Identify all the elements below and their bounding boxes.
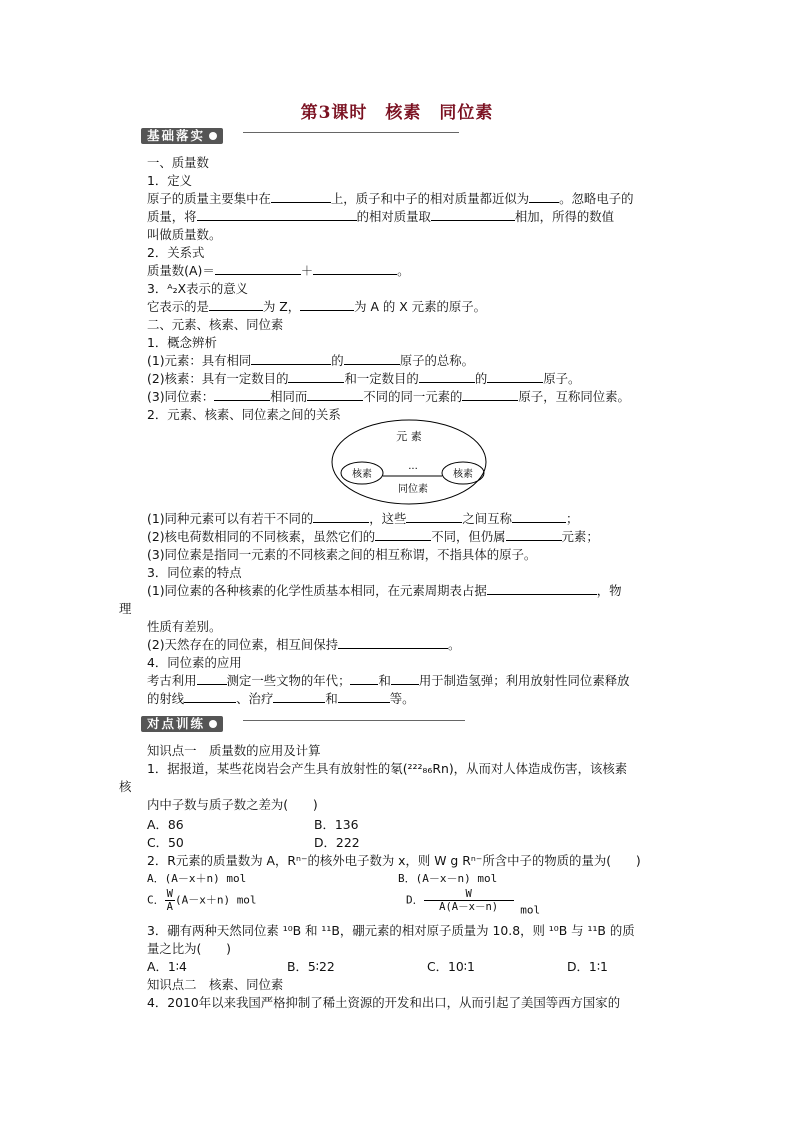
- blank[interactable]: [271, 190, 331, 203]
- option-c[interactable]: C． $\frac{W}{A}(A-x+n)$ mol: [147, 888, 257, 913]
- text-line: 质量，将 的相对质量取 相加，所得的数值: [147, 209, 615, 224]
- relationship-diagram: [330, 418, 488, 506]
- blank[interactable]: [419, 370, 475, 383]
- question-3: 3．硼有两种天然同位素 ¹⁰B 和 ¹¹B，硼元素的相对原子质量为 10.8，则 ¹⁰B 与 ¹¹B 的质: [147, 923, 635, 938]
- blank[interactable]: [209, 298, 263, 311]
- blank[interactable]: [512, 510, 566, 523]
- blank[interactable]: [184, 690, 236, 703]
- blank[interactable]: [313, 262, 397, 275]
- text-line: 的射线 、治疗 和 等。: [147, 691, 415, 706]
- blank[interactable]: [391, 672, 419, 685]
- subheading: 4．同位素的应用: [147, 655, 242, 670]
- bullet-icon: [209, 132, 217, 140]
- subheading: 1．概念辨析: [147, 335, 217, 350]
- question-4: 4．2010年以来我国严格抑制了稀土资源的开发和出口，从而引起了美国等西方国家的: [147, 995, 621, 1010]
- blank[interactable]: [300, 298, 354, 311]
- subheading: 2．元素、核素、同位素之间的关系: [147, 407, 341, 422]
- diagram-nuclide-right: 核素: [453, 469, 473, 480]
- blank[interactable]: [288, 370, 344, 383]
- text-line: (1)同位素的各种核素的化学性质基本相同，在元素周期表占据 ，物: [147, 583, 622, 598]
- text-line: 内中子数与质子数之差为( ): [147, 797, 318, 812]
- blank[interactable]: [197, 672, 227, 685]
- blank[interactable]: [313, 510, 369, 523]
- page-title: 第3课时 核素 同位素: [300, 103, 494, 123]
- blank[interactable]: [215, 262, 301, 275]
- blank[interactable]: [529, 190, 559, 203]
- option-d[interactable]: D． $\frac{W}{A(A-x-n)}$ mol: [406, 888, 541, 917]
- option-d[interactable]: D．222: [314, 835, 360, 850]
- fraction: $\frac{W}{A}$: [166, 888, 173, 913]
- fraction: $\frac{W}{A(A-x-n)}$: [424, 888, 514, 913]
- text-line: 性质有差别。: [147, 619, 222, 634]
- section-rule: [243, 720, 465, 721]
- blank[interactable]: [273, 690, 325, 703]
- question-1: 1．据报道，某些花岗岩会产生具有放射性的氡(²²²₈₆Rn)，从而对人体造成伤害，该核素: [147, 761, 628, 776]
- knowledge-point-heading: 知识点一 质量数的应用及计算: [147, 743, 321, 758]
- blank[interactable]: [214, 388, 270, 401]
- diagram-element-label: 元 素: [396, 430, 422, 443]
- blank[interactable]: [338, 690, 390, 703]
- text-line: 核: [119, 779, 132, 794]
- bullet-icon: [209, 720, 217, 728]
- section-header-basics: [141, 125, 223, 141]
- option-d[interactable]: D．1∶1: [567, 959, 608, 974]
- text-line: (2)核素：具有一定数目的 和一定数目的 的 原子。: [147, 371, 581, 386]
- text-line: (3)同位素： 相同而 不同的同一元素的 原子，互称同位素。: [147, 389, 630, 404]
- option-b[interactable]: B．(A－x－n) mol: [398, 872, 498, 885]
- option-b[interactable]: B．5∶22: [287, 959, 335, 974]
- diagram-nuclide-left: 核素: [352, 469, 372, 480]
- text-line: (2)天然存在的同位素，相互间保持 。: [147, 637, 461, 652]
- text-line: 质量数(A)＝ ＋ 。: [147, 263, 410, 278]
- text-line: (3)同位素是指同一元素的不同核素之间的相互称谓，不指具体的原子。: [147, 547, 537, 562]
- blank[interactable]: [197, 208, 357, 221]
- option-a[interactable]: A．1∶4: [147, 959, 187, 974]
- blank[interactable]: [375, 528, 431, 541]
- text-line: (2)核电荷数相同的不同核素，虽然它们的 不同，但仍属 元素；: [147, 529, 599, 544]
- heading-element-nuclide: 二、元素、核素、同位素: [147, 317, 284, 332]
- option-c[interactable]: C．10∶1: [427, 959, 475, 974]
- section-label: 基础落实: [141, 128, 223, 144]
- section-rule: [243, 132, 459, 133]
- text-line: 原子的质量主要集中在 上，质子和中子的相对质量都近似为 。忽略电子的: [147, 191, 634, 206]
- option-a[interactable]: A．86: [147, 817, 184, 832]
- blank[interactable]: [338, 636, 448, 649]
- subheading: 3．同位素的特点: [147, 565, 242, 580]
- blank[interactable]: [487, 582, 597, 595]
- text-line: 叫做质量数。: [147, 227, 222, 242]
- diagram-ellipsis: ···: [408, 464, 418, 475]
- section-header-practice: [141, 713, 223, 729]
- blank[interactable]: [487, 370, 543, 383]
- text-line: 理: [119, 601, 132, 616]
- blank[interactable]: [406, 510, 462, 523]
- blank[interactable]: [431, 208, 515, 221]
- diagram-isotope-label: 同位素: [398, 484, 428, 495]
- subheading: 1．定义: [147, 173, 193, 188]
- text-line: 它表示的是 为 Z， 为 A 的 X 元素的原子。: [147, 299, 487, 314]
- option-c[interactable]: C．50: [147, 835, 184, 850]
- subheading: 3．ᴬ₂X表示的意义: [147, 281, 249, 296]
- section-label: 对点训练: [141, 716, 223, 732]
- option-a[interactable]: A．(A－x＋n) mol: [147, 872, 247, 885]
- blank[interactable]: [307, 388, 363, 401]
- subheading: 2．关系式: [147, 245, 205, 260]
- text-line: (1)元素：具有相同 的 原子的总称。: [147, 353, 475, 368]
- question-2: 2．R元素的质量数为 A，Rⁿ⁻的核外电子数为 x，则 W g Rⁿ⁻所含中子的物质的量为( ): [147, 853, 641, 868]
- text-line: 考古利用 测定一些文物的年代； 和 用于制造氢弹；利用放射性同位素释放: [147, 673, 630, 688]
- text-line: (1)同种元素可以有若干不同的 ，这些 之间互称 ；: [147, 511, 579, 526]
- text-line: 量之比为( ): [147, 941, 232, 956]
- knowledge-point-heading: 知识点二 核素、同位素: [147, 977, 284, 992]
- blank[interactable]: [462, 388, 518, 401]
- blank[interactable]: [350, 672, 378, 685]
- blank[interactable]: [506, 528, 562, 541]
- blank[interactable]: [344, 352, 400, 365]
- blank[interactable]: [251, 352, 331, 365]
- heading-mass-number: 一、质量数: [147, 155, 209, 170]
- option-b[interactable]: B．136: [314, 817, 359, 832]
